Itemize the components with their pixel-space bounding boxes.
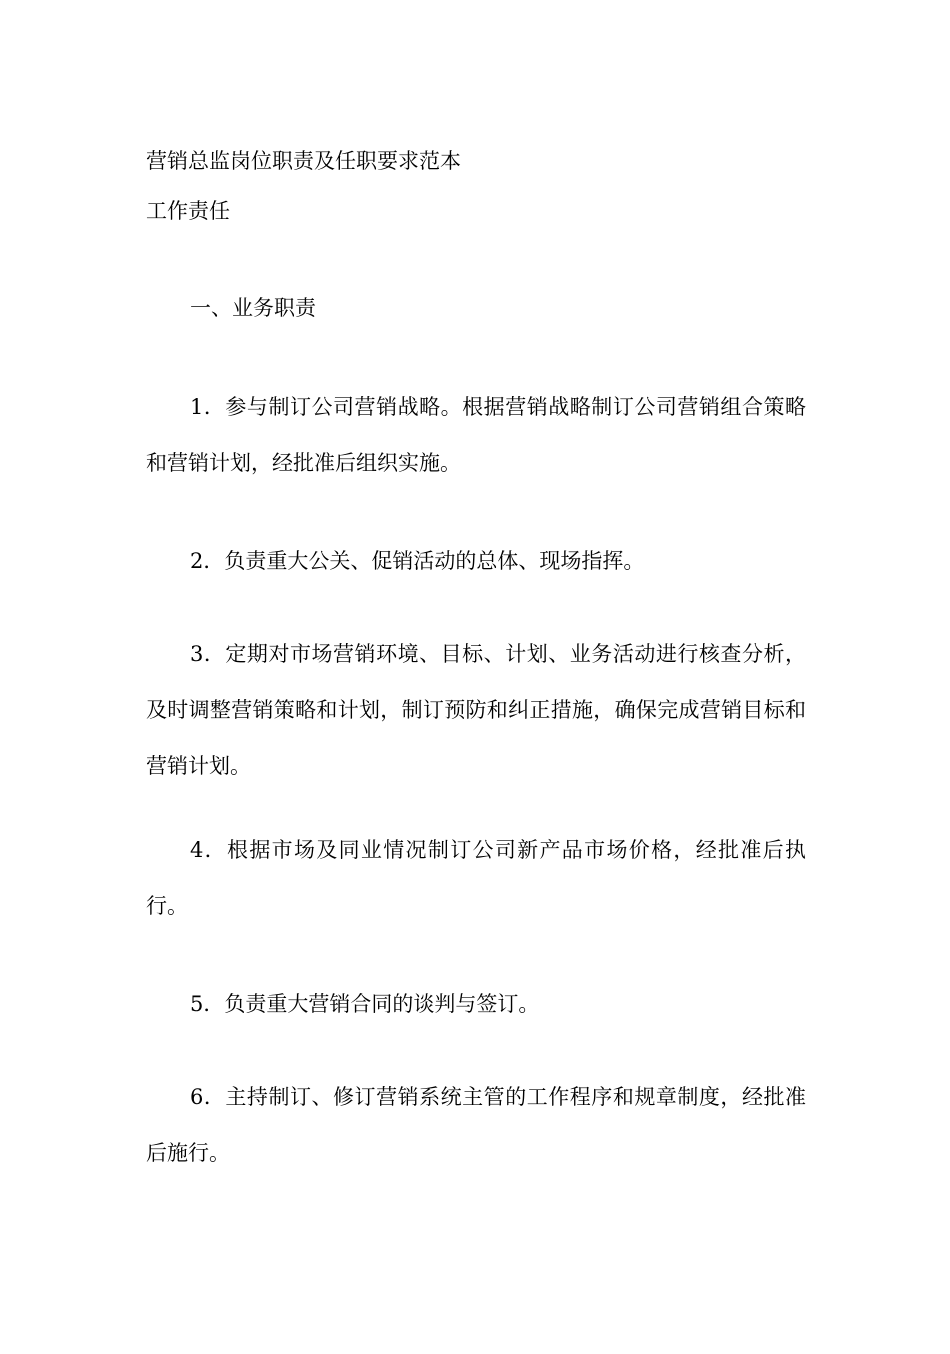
duty-item-5: 5．负责重大营销合同的谈判与签订。 (190, 992, 540, 1016)
duty-item-4: 4．根据市场及同业情况制订公司新产品市场价格，经批准后执行。 (146, 838, 806, 918)
duty-item-6: 6．主持制订、修订营销系统主管的工作程序和规章制度，经批准后施行。 (146, 1085, 806, 1165)
duty-item-2: 2．负责重大公关、促销活动的总体、现场指挥。 (190, 549, 645, 573)
document-title: 营销总监岗位职责及任职要求范本 (146, 149, 461, 173)
duty-item-3: 3．定期对市场营销环境、目标、计划、业务活动进行核查分析，及时调整营销策略和计划，制订预防和纠正措施，确保完成营销目标和营销计划。 (146, 642, 806, 778)
duty-item-1: 1．参与制订公司营销战略。根据营销战略制订公司营销组合策略和营销计划，经批准后组织实施。 (146, 395, 806, 475)
document-subtitle: 工作责任 (146, 199, 230, 223)
section-heading: 一、业务职责 (190, 296, 316, 320)
